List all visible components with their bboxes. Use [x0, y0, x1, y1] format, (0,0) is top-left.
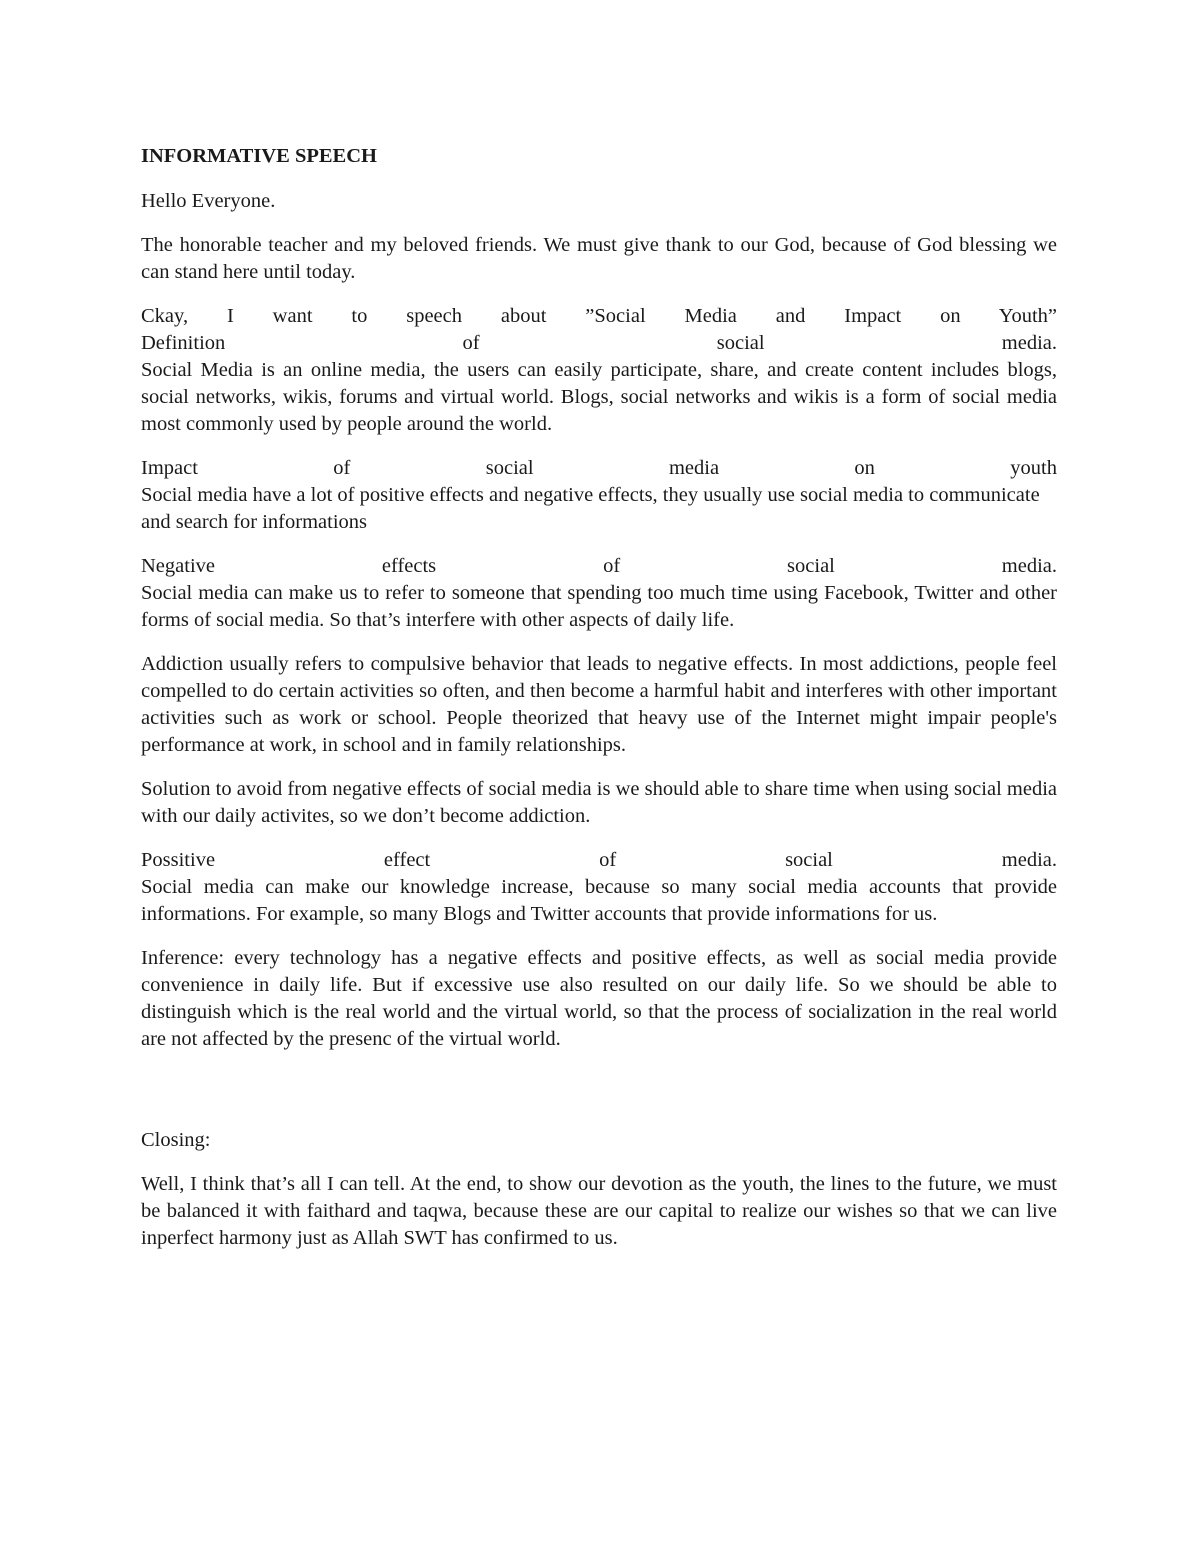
positive-effects-paragraph — [141, 847, 1057, 928]
blank-space — [141, 1070, 1057, 1127]
document-page — [141, 140, 1057, 1269]
document-title: INFORMATIVE SPEECH — [141, 145, 377, 167]
impact-heading: Impact of social media on youth — [141, 457, 1057, 479]
speech-topic-line: Ckay, I want to speech about ”Social Media and Impact on Youth” — [141, 305, 1057, 327]
inference-paragraph: Inference: every technology has a negative effects and positive effects, as well as social media provide convenience in daily life. But if excessive use also resulted on our daily life. So we should be able to distinguish which is the real world and the virtual world, so that the process of socialization in the real world are not affected by the presenc of the virtual world. — [141, 947, 1057, 1050]
intro-paragraph: The honorable teacher and my beloved friends. We must give thank to our God, because of God blessing we can stand here until today. — [141, 234, 1057, 283]
positive-effects-body: Social media can make our knowledge increase, because so many social media accounts that provide informations. For example, so many Blogs and Twitter accounts that provide informations for us. — [141, 876, 1057, 925]
closing-paragraph: Well, I think that’s all I can tell. At the end, to show our devotion as the youth, the lines to the future, we must be balanced it with faithard and taqwa, because these are our capital to realize our wishes so that we can live inperfect harmony just as Allah SWT has confirmed to us. — [141, 1173, 1057, 1249]
positive-effects-heading: Possitive effect of social media. — [141, 849, 1057, 871]
impact-paragraph — [141, 455, 1057, 536]
negative-effects-heading: Negative effects of social media. — [141, 555, 1057, 577]
definition-heading: Definition of social media. — [141, 332, 1057, 354]
definition-paragraph — [141, 303, 1057, 438]
negative-effects-body: Social media can make us to refer to someone that spending too much time using Facebook, Twitter and other forms of social media. So that’s interfere with other aspects of daily life. — [141, 582, 1057, 631]
addiction-paragraph: Addiction usually refers to compulsive behavior that leads to negative effects. In most addictions, people feel compelled to do certain activities so often, and then become a harmful habit and interferes with other important activities such as work or school. People theorized that heavy use of the Internet might impair people's performance at work, in school and in family relationships. — [141, 653, 1057, 756]
solution-paragraph: Solution to avoid from negative effects of social media is we should able to share time when using social media with our daily activites, so we don’t become addiction. — [141, 778, 1057, 827]
greeting: Hello Everyone. — [141, 190, 276, 212]
negative-effects-paragraph — [141, 553, 1057, 634]
definition-body: Social Media is an online media, the users can easily participate, share, and create content includes blogs, social networks, wikis, forums and virtual world. Blogs, social networks and wikis is a form of social media most commonly used by people around the world. — [141, 359, 1057, 435]
impact-body: Social media have a lot of positive effects and negative effects, they usually use social media to communicate and search for informations — [141, 484, 1040, 533]
closing-label: Closing: — [141, 1129, 211, 1151]
